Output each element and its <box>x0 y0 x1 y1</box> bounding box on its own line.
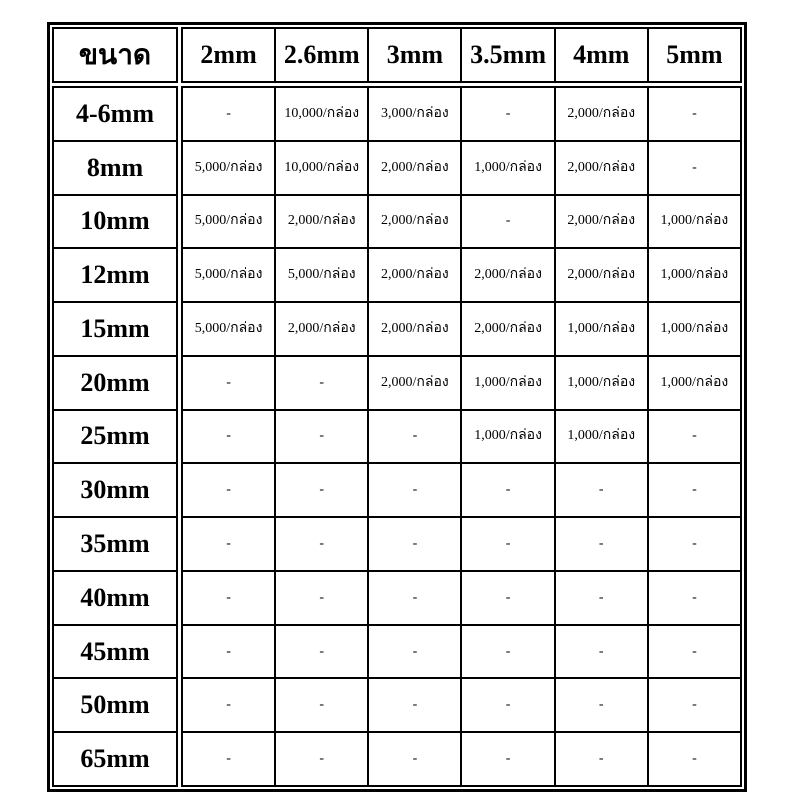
data-cell: - <box>556 464 647 516</box>
row-label-cell: 40mm <box>54 572 176 624</box>
data-cell: - <box>649 626 740 678</box>
data-cell: 1,000/กล่อง <box>462 411 553 463</box>
row-label-column <box>52 86 178 787</box>
data-cell: - <box>276 518 367 570</box>
row-label-cell: 50mm <box>54 679 176 731</box>
data-cell: - <box>183 572 274 624</box>
data-cell: 1,000/กล่อง <box>556 411 647 463</box>
data-cell: 1,000/กล่อง <box>649 249 740 301</box>
data-cell: - <box>369 411 460 463</box>
data-cell: 2,000/กล่อง <box>462 249 553 301</box>
data-cell: 10,000/กล่อง <box>276 142 367 194</box>
data-cell: 1,000/กล่อง <box>649 303 740 355</box>
data-cell: - <box>462 679 553 731</box>
data-cell: - <box>462 464 553 516</box>
data-cell: 2,000/กล่อง <box>369 249 460 301</box>
data-cell: - <box>183 733 274 785</box>
data-cell: 2,000/กล่อง <box>462 303 553 355</box>
data-cell: - <box>462 626 553 678</box>
column-header-cell: 3mm <box>369 29 460 81</box>
data-cell: - <box>649 88 740 140</box>
data-cell: 2,000/กล่อง <box>369 196 460 248</box>
row-label-cell: 8mm <box>54 142 176 194</box>
row-label-cell: 45mm <box>54 626 176 678</box>
data-cell: - <box>369 518 460 570</box>
data-cell: - <box>276 464 367 516</box>
data-cell: - <box>183 357 274 409</box>
data-cell: - <box>462 196 553 248</box>
column-header-cell: 2.6mm <box>276 29 367 81</box>
data-cell: 3,000/กล่อง <box>369 88 460 140</box>
data-cell: - <box>649 411 740 463</box>
data-cell: - <box>556 572 647 624</box>
data-cell: - <box>649 733 740 785</box>
data-cell: - <box>556 518 647 570</box>
data-cell: - <box>556 679 647 731</box>
data-cell: - <box>462 518 553 570</box>
data-cell: - <box>649 518 740 570</box>
data-cell: 2,000/กล่อง <box>556 196 647 248</box>
data-cell: 1,000/กล่อง <box>462 142 553 194</box>
size-quantity-table <box>47 22 747 792</box>
data-cell: 2,000/กล่อง <box>369 357 460 409</box>
data-cell: 2,000/กล่อง <box>556 249 647 301</box>
row-label-cell: 20mm <box>54 357 176 409</box>
data-cell: 1,000/กล่อง <box>556 303 647 355</box>
data-cell: - <box>649 679 740 731</box>
data-cell: - <box>183 626 274 678</box>
data-cell: - <box>556 733 647 785</box>
data-cell: 1,000/กล่อง <box>649 357 740 409</box>
data-cell: 2,000/กล่อง <box>369 142 460 194</box>
data-cell: 1,000/กล่อง <box>649 196 740 248</box>
row-label-cell: 10mm <box>54 196 176 248</box>
data-cell: - <box>276 411 367 463</box>
data-cell: 2,000/กล่อง <box>556 88 647 140</box>
data-cell: 10,000/กล่อง <box>276 88 367 140</box>
row-label-cell: 35mm <box>54 518 176 570</box>
data-cell: - <box>276 357 367 409</box>
data-cell: - <box>183 518 274 570</box>
data-cell: - <box>649 464 740 516</box>
column-header-cell: 5mm <box>649 29 740 81</box>
data-cell: 5,000/กล่อง <box>183 303 274 355</box>
row-label-cell: 65mm <box>54 733 176 785</box>
data-cell: - <box>462 572 553 624</box>
data-cell: - <box>462 88 553 140</box>
column-header-cell: 2mm <box>183 29 274 81</box>
data-cell: - <box>369 733 460 785</box>
data-cell: - <box>556 626 647 678</box>
data-cell: 2,000/กล่อง <box>276 196 367 248</box>
data-grid <box>181 86 742 787</box>
data-cell: - <box>183 411 274 463</box>
data-cell: 5,000/กล่อง <box>183 196 274 248</box>
column-header-row <box>181 27 742 83</box>
data-cell: - <box>276 626 367 678</box>
data-cell: - <box>369 626 460 678</box>
table-grid <box>52 27 742 787</box>
row-label-cell: 4-6mm <box>54 88 176 140</box>
data-cell: 5,000/กล่อง <box>183 249 274 301</box>
data-cell: 2,000/กล่อง <box>276 303 367 355</box>
size-corner-header-cell: ขนาด <box>52 27 178 83</box>
data-cell: - <box>369 679 460 731</box>
data-cell: - <box>649 572 740 624</box>
data-cell: - <box>183 679 274 731</box>
data-cell: - <box>369 572 460 624</box>
data-cell: 1,000/กล่อง <box>556 357 647 409</box>
data-cell: - <box>183 464 274 516</box>
row-label-cell: 12mm <box>54 249 176 301</box>
row-label-cell: 15mm <box>54 303 176 355</box>
data-cell: 2,000/กล่อง <box>556 142 647 194</box>
data-cell: - <box>183 88 274 140</box>
data-cell: - <box>276 679 367 731</box>
row-label-cell: 25mm <box>54 411 176 463</box>
data-cell: - <box>462 733 553 785</box>
data-cell: - <box>276 733 367 785</box>
column-header-cell: 4mm <box>556 29 647 81</box>
data-cell: - <box>369 464 460 516</box>
data-cell: 1,000/กล่อง <box>462 357 553 409</box>
column-header-cell: 3.5mm <box>462 29 553 81</box>
data-cell: 5,000/กล่อง <box>183 142 274 194</box>
data-cell: - <box>276 572 367 624</box>
row-label-cell: 30mm <box>54 464 176 516</box>
data-cell: 2,000/กล่อง <box>369 303 460 355</box>
data-cell: - <box>649 142 740 194</box>
data-cell: 5,000/กล่อง <box>276 249 367 301</box>
